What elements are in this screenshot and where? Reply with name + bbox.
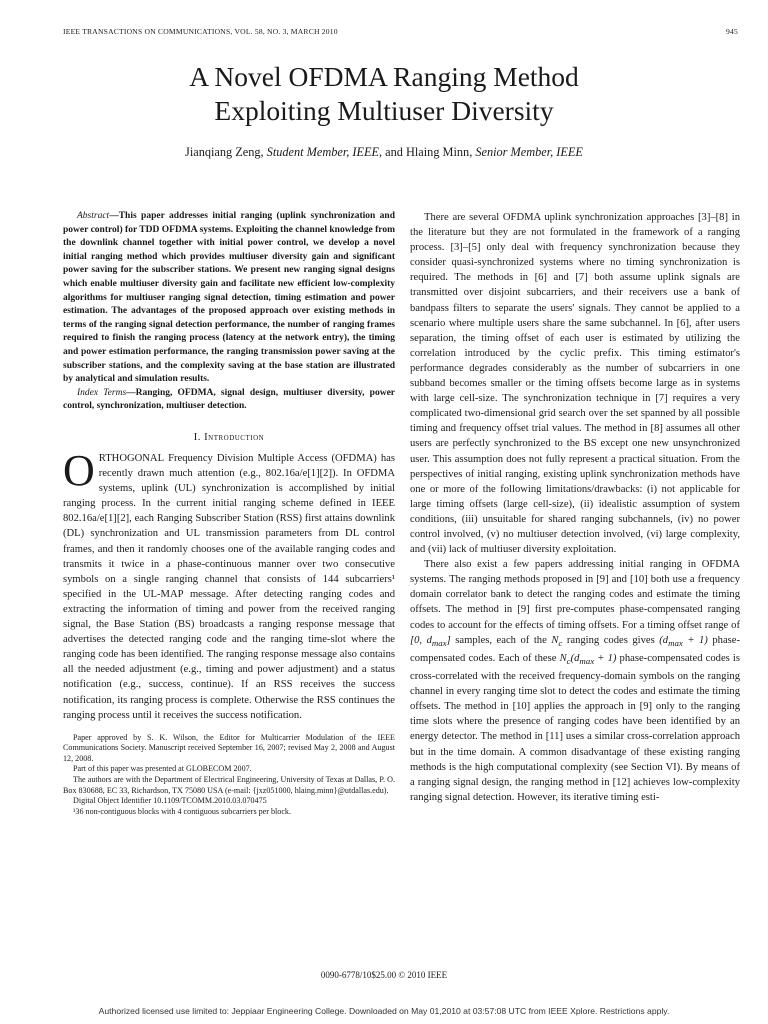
math-nc: $N_c$ (551, 634, 563, 648)
author-1-role: Student Member, IEEE (266, 145, 380, 159)
index-terms-label: Index Terms (77, 387, 127, 398)
abstract (63, 210, 395, 387)
author-line (0, 145, 768, 160)
copyright-line: 0090-6778/10$25.00 © 2010 IEEE (320, 970, 448, 980)
running-head (63, 27, 738, 36)
page-number: 945 (726, 27, 738, 36)
footnote-presented: Part of this paper was presented at GLOBECOM 2007. (73, 764, 252, 774)
author-2-role: Senior Member, IEEE (475, 145, 583, 159)
author-2: , and Hlaing Minn, (379, 145, 476, 159)
math-range: [0, $d_{max}$] (410, 634, 451, 648)
intro-text: Frequency Division Multiple Access (OFDMA) has recently drawn much attention (e.g., 802.16a/e[1][2]). In OFDMA systems, uplink (UL) synchronization is accomplished by initial ranging process. In the current initial ranging scheme defined in IEEE 802.16a/e[1][2], each Ranging Subscriber Station (RSS) first attains downlink (DL) synchronization and UL transmission parameters from DL control frames, and then it randomly chooses one of the available ranging codes and transmits it twice in a phase-continuous manner over two consecutive symbols on a single ranging channel that consists of 144 subcarriers¹ specified in the UL-MAP message. After detecting ranging codes and extracting the information of timing and power from the received ranging signal, the Base Station (BS) broadcasts a ranging response message that advertises the detected ranging code and the ranging time-slot where the ranging code has been identified. The ranging response message also contains all the needed adjustment (e.g., timing and power adjustment) and a status notification (e.g., success, continue). If an RSS receives the success notification, its ranging process is complete. Otherwise the RSS continues the ranging process until it receives the success notification. (63, 453, 395, 721)
math-dmax: $(d_{max} + 1)$ (659, 634, 708, 648)
index-terms-text: —Ranging, OFDMA, signal design, multiuser diversity, power control, synchronization, multiuser detection. (63, 387, 396, 412)
drop-cap: O (63, 446, 95, 495)
title-line-1: A Novel OFDMA Ranging Method (189, 61, 579, 92)
intro-paragraph (63, 446, 395, 723)
license-notice: Authorized licensed use limited to: Jeppiaar Engineering College. Downloaded on May 01,2010 at 03:57:08 UTC from IEEE Xplore. Restrictions apply. (98, 1006, 670, 1016)
body-paragraph-2: There also exist a few papers addressing initial ranging in OFDMA systems. The ranging methods proposed in [9] and [10] both use a frequency domain correlator bank to detect the ranging codes and estimate the timing offsets. The method in [9] first pre-computes phase-compensated ranging codes to account for the effects of timing offsets. For a timing offset range of [0, $d_{max}$] samples, each of the $N_c$ ranging codes gives $(d_{max} + 1)$ phase-compensated codes. Each of these $N_c(d_{max} + 1)$ phase-compensated codes is cross-correlated with the received frequency-domain symbols on the ranging channel in every ranging time slot to detect the codes and estimate the timing offsets. The method in [10] applies the approach in [9] only to the ranging time slots where the presence of ranging codes have been identified by an energy detector. The method in [11] uses a similar cross-correlation approach but in the time domain. A common disadvantage of these existing ranging methods is the high computational complexity (see Section VI). By means of a ranging signal design, the ranging method in [12] achieves low-complexity ranging signal detection. However, its iterative timing esti- (410, 559, 740, 803)
title-line-2: Exploiting Multiuser Diversity (214, 95, 554, 126)
body-paragraph-1: There are several OFDMA uplink synchronization approaches [3]–[8] in the literature but they are not formulated in the framework of a ranging process. [3]–[5] only deal with frequency synchronization because they consider quasi-synchronized systems where no timing synchronization is required. The methods in [6] and [7] both assume uplink signals are transmitted over disjoint subcarriers, and their receivers use a bank of bandpass filters to separate the users' signals. They cannot be applied to a scenario where multiple users share the same subchannel. In [6], after users separation, the timing offset of each user is estimated by utilizing the correlation introduced by the cyclic prefix. This timing estimator's performance degrades considerably as the number of subcarriers in one subband becomes smaller or the timing offsets become large as in systems with large cell-size. The synchronization technique in [7] requires a very complicated two-dimensional grid search over the set spanned by all possible timing and frequency offset trial values. The method in [8] assumes all other users are perfectly synchronized to the BS except one new unsynchronized user. This assumption does not fully represent a practical situation. From the perspectives of initial ranging, existing uplink synchronization methods have one or more of the following limitations/drawbacks: (i) not applicable for large timing offsets (large cell-size), (ii) idealistic assumption of system conditions, (iii) unsuitable for shared ranging subchannels, (iv) no power control involved, (v) no multiuser detection involved, (vi) large complexity, and (vii) lack of multiuser diversity exploitation. (410, 212, 740, 556)
journal-header: IEEE TRANSACTIONS ON COMMUNICATIONS, VOL. 58, NO. 3, MARCH 2010 (63, 27, 338, 36)
author-1: Jianqiang Zeng, (185, 145, 267, 159)
footnote-1: ¹36 non-contiguous blocks with 4 contiguous subcarriers per block. (73, 806, 291, 816)
index-terms (63, 387, 395, 414)
intro-lead-word: RTHOGONAL (98, 453, 165, 464)
footnotes (63, 733, 395, 818)
section-heading-introduction: I. Introduction (193, 431, 265, 443)
math-nc-dmax: $N_c(d_{max} + 1)$ (559, 652, 617, 666)
right-column (410, 210, 740, 805)
paper-title (0, 60, 768, 128)
left-column (63, 210, 395, 817)
footnote-doi: Digital Object Identifier 10.1109/TCOMM.2010.03.070475 (73, 796, 267, 806)
footnote-affiliation: The authors are with the Department of Electrical Engineering, University of Texas at Dallas, P. O. Box 830688, EC 33, Richardson, TX 75080 USA (e-mail: {jxz051000, hlaing.minn}@utdallas.edu). (63, 775, 395, 795)
abstract-label: Abstract (77, 211, 110, 221)
abstract-text: —This paper addresses initial ranging (uplink synchronization and power control) for TDD OFDMA systems. Exploiting the channel knowledge from the downlink channel together with initial power control, we develop a novel initial ranging method which provides multiuser diversity gain and significant power saving for the subscriber stations. We present new ranging signal designs which enable multiuser diversity gain and facilitate new efficient low-complexity algorithms for multiuser ranging signal detection, timing estimation and power estimation. The advantages of the proposed approach over existing methods in terms of the ranging signal detection performance, the number of ranging frames required to finish the ranging process (latency at the network entry), the timing and power estimation performance, the ranging transmission power saving at the subscriber stations, and the complexity saving at the base station are illustrated by analytical and simulation results. (63, 211, 395, 385)
footnote-editor: Paper approved by S. K. Wilson, the Editor for Multicarrier Modulation of the IEEE Communications Society. Manuscript received September 16, 2007; revised May 2, 2008 and August 12, 2008. (63, 732, 395, 763)
